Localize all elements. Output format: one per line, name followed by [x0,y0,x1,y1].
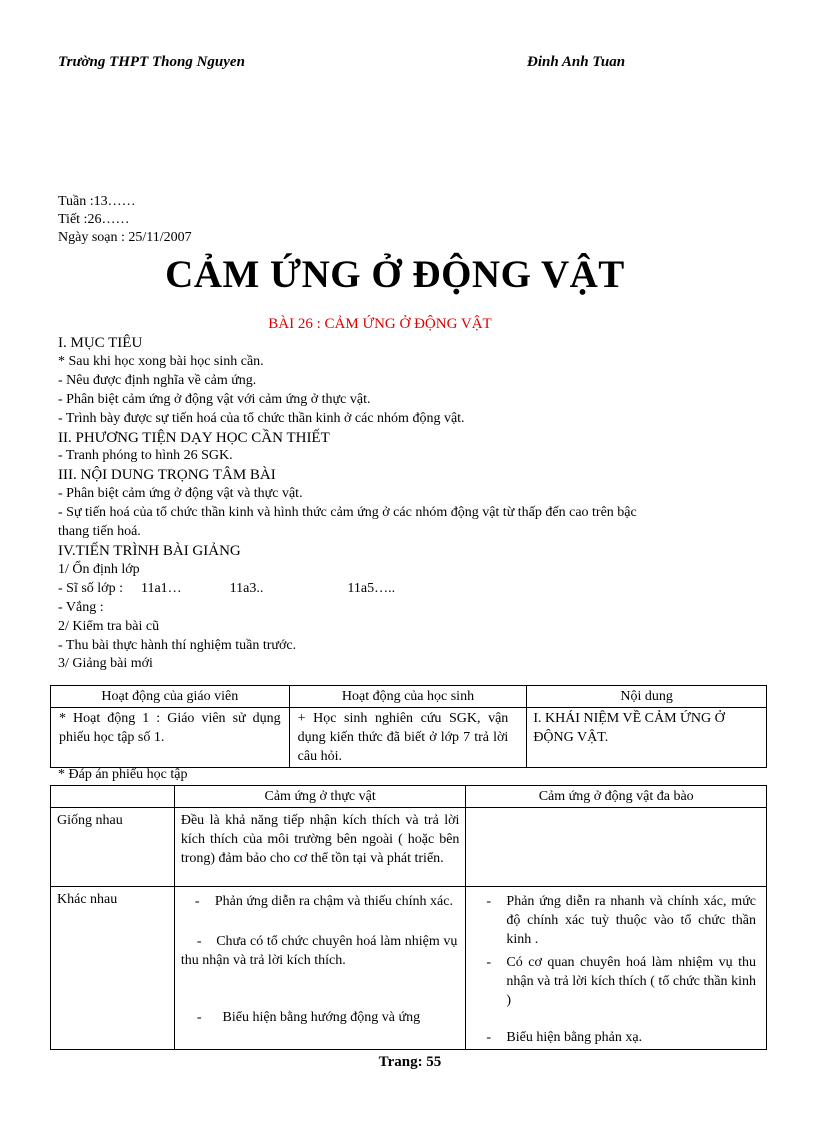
class-11a1: 11a1… [140,580,182,596]
answer-label: * Đáp án phiếu học tập [58,767,188,782]
comparison-table [50,785,767,1050]
row-label-similar: Giống nhau [51,808,175,887]
table-cell: + Học sinh nghiên cứu SGK, vận dụng kiến thức đã biết ở lớp 7 trả lời câu hỏi. [289,708,527,768]
table-cell: Đều là khả năng tiếp nhận kích thích và trả lời kích thích của môi trường bên ngoài ( hoặc bên trong) đảm bảo cho cơ thể tồn tại và phát triển. [174,808,466,887]
table-cell [466,887,767,1050]
body-line: 1/ Ổn định lớp [58,561,140,577]
table-cell: I. KHÁI NIỆM VỀ CẢM ỨNG Ở ĐỘNG VẬT. [527,708,767,768]
body-line: - Vắng : [58,599,104,615]
table-header: Hoạt động của giáo viên [51,686,290,708]
section-heading-materials: II. PHƯƠNG TIỆN DẠY HỌC CẦN THIẾT [58,429,330,446]
body-line: 3/ Giảng bài mới [58,656,153,672]
body-line: - Phân biệt cảm ứng ở động vật với cảm ứng ở thực vật. [58,391,371,407]
body-line: - Tranh phóng to hình 26 SGK. [58,448,233,464]
section-heading-objectives: I. MỤC TIÊU [58,335,143,351]
school-name: Trường THPT Thong Nguyen [58,54,245,70]
page-number: Trang: 55 [378,1054,442,1070]
class-11a3: 11a3.. [229,580,264,596]
body-line: - Thu bài thực hành thí nghiệm tuần trước. [58,637,297,653]
body-line: - Nêu được định nghĩa về cảm ứng. [58,372,257,388]
date-line: Ngày soạn : 25/11/2007 [58,230,192,245]
list-item: - Chưa có tổ chức chuyên hoá làm nhiệm vụ thu nhận và trả lời kích thích. [180,934,458,968]
list-item: - Phản ứng diễn ra nhanh và chính xác, mức độ chính xác tuỳ thuộc vào tổ chức thần kinh . [486,894,756,947]
lesson-body [58,334,758,674]
body-line: - Trình bày được sự tiến hoá của tổ chức thần kinh ở các nhóm động vật. [58,410,465,426]
list-item: - Biểu hiện bằng phản xạ. [486,1030,643,1045]
list-item: - Có cơ quan chuyên hoá làm nhiệm vụ thu nhận và trả lời kích thích ( tổ chức thần kinh ) [486,955,756,1008]
list-item: - Biểu hiện bằng hướng động và ứng [196,1010,421,1025]
class-size-line [58,580,758,599]
row-label-different: Khác nhau [51,887,175,1050]
section-heading-procedure: IV.TIẾN TRÌNH BÀI GIẢNG [58,542,241,559]
table-cell [466,808,767,887]
author-name: Đinh Anh Tuan [527,54,626,70]
body-line: thang tiến hoá. [58,524,141,540]
week-line: Tuần :13…… [58,194,136,209]
page-title: CẢM ỨNG Ở ĐỘNG VẬT [165,253,625,296]
table-header: Cảm ứng ở thực vật [174,786,466,808]
table-header: Hoạt động của học sinh [289,686,527,708]
table-cell [174,887,466,1050]
class-11a5: 11a5….. [347,580,396,596]
class-size-label: - Sĩ số lớp : [58,580,123,596]
body-line: 2/ Kiểm tra bài cũ [58,618,160,634]
table-header [51,786,175,808]
activity-table [50,685,767,768]
body-line: - Sự tiến hoá của tổ chức thần kinh và hình thức cảm ứng ở các nhóm động vật từ thấp đến cao trên bậc [58,505,637,521]
list-item: - Phản ứng diễn ra chậm và thiếu chính xác. [194,894,453,909]
table-cell: * Hoạt động 1 : Giáo viên sử dụng phiếu học tập số 1. [51,708,290,768]
lesson-subtitle: BÀI 26 : CẢM ỨNG Ở ĐỘNG VẬT [268,316,492,332]
section-heading-focus: III. NỘI DUNG TRỌNG TÂM BÀI [58,467,276,484]
table-header: Cảm ứng ở động vật đa bào [466,786,767,808]
body-line: - Phân biệt cảm ứng ở động vật và thực vật. [58,486,303,502]
body-line: * Sau khi học xong bài học sinh cần. [58,353,264,369]
period-line: Tiết :26…… [58,212,130,227]
table-header: Nội dung [527,686,767,708]
